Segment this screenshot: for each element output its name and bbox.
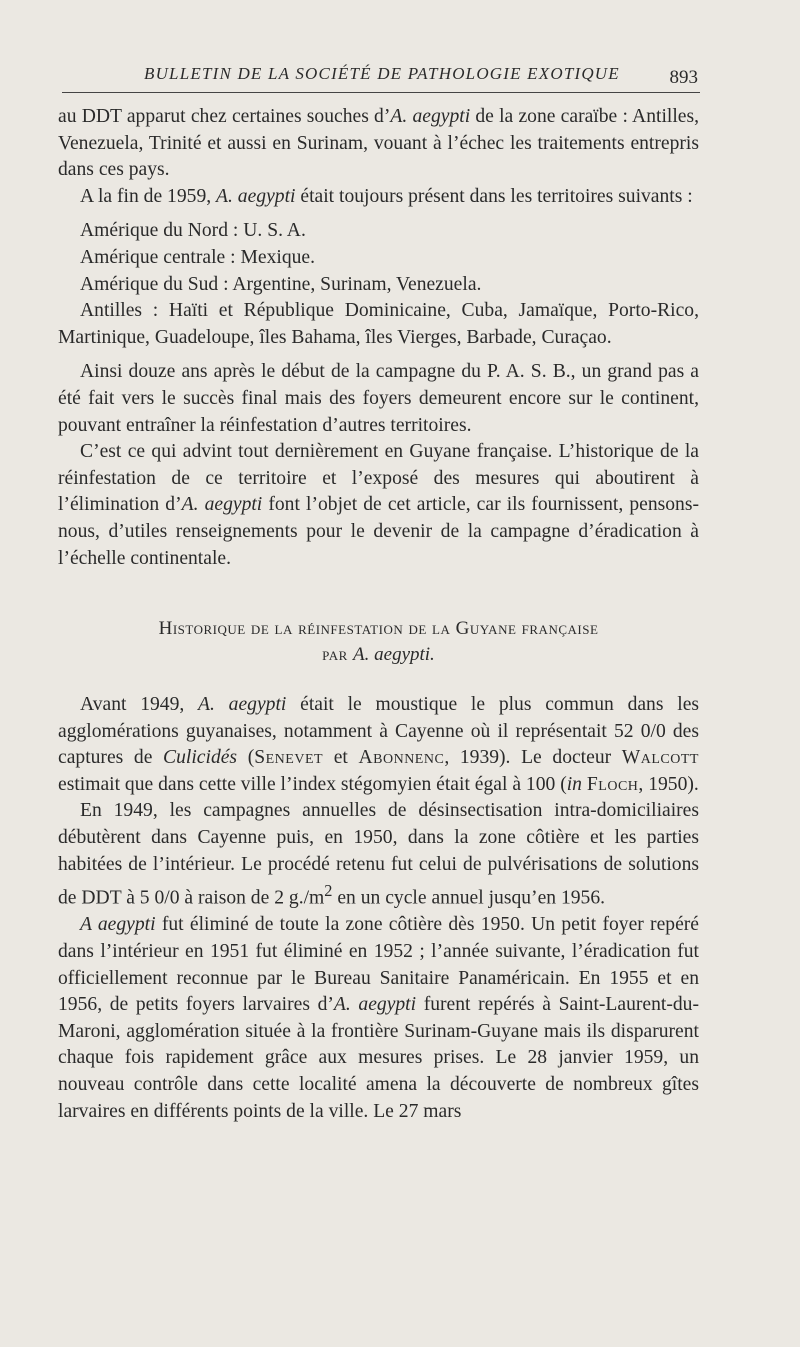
paragraph-1959-status: A la fin de 1959, A. aegypti était toujours présent dans les territoires suivants :	[80, 185, 693, 207]
section-heading-line2: par A. aegypti.	[322, 644, 435, 666]
running-title: BULLETIN DE LA SOCIÉTÉ DE PATHOLOGIE EXOTIQUE	[144, 64, 620, 83]
list-item-south-america: Amérique du Sud : Argentine, Surinam, Venezuela.	[80, 273, 482, 295]
list-item-north-america: Amérique du Nord : U. S. A.	[80, 220, 306, 242]
list-item-antilles: Antilles : Haïti et République Dominicaine, Cuba, Jamaïque, Porto-Rico, Martinique, Guadeloupe, îles Bahama, îles Vierges, Barbade, Curaçao.	[58, 300, 699, 348]
article-body	[58, 104, 699, 1125]
paragraph-elimination: A aegypti fut éliminé de toute la zone côtière dès 1950. Un petit foyer repéré dans l’intérieur en 1951 fut éliminé en 1952 ; l’année suivante, l’éradication fut officiellement reconnue par le Bureau Sanitaire Panaméricain. En 1955 et en 1956, de petits foyers larvaires d’A. aegypti furent repérés à Saint-Laurent-du-Maroni, agglomération située à la frontière Surinam-Guyane mais ils disparurent chaque fois rapidement grâce aux mesures prises. Le 28 janvier 1959, un nouveau contrôle dans cette localité amena la découverte de nombreux gîtes larvaires en différents points de la ville. Le 27 mars	[58, 914, 699, 1122]
paragraph-1949-campaigns: En 1949, les campagnes annuelles de désinsectisation intra-domiciliaires débutèrent dans Cayenne puis, en 1950, dans la zone côtière et les parties habitées de l’intérieur. Le procédé retenu fut celui de pulvérisations de solutions de DDT à 5 0/0 à raison de 2 $g./m^2$ en un cycle annuel jusqu’en 1956.	[58, 800, 699, 909]
section-heading	[58, 616, 699, 668]
paragraph-guyane: C’est ce qui advint tout dernièrement en Guyane française. L’historique de la réinfestation de ce territoire et l’exposé des mesures qui aboutirent à l’élimination d’A. aegypti font l’objet de cet article, car ils fournissent, pensons-nous, d’utiles renseignements pour le devenir de la campagne d’éradication à l’échelle continentale.	[58, 441, 700, 569]
paragraph-continuation: au DDT apparut chez certaines souches d’A. aegypti de la zone caraïbe : Antilles, Venezuela, Trinité et aussi en Surinam, vouant à l’échec les traitements entrepris dans ces pays.	[58, 106, 699, 181]
section-heading-line1: Historique de la réinfestation de la Guyane française	[158, 618, 599, 640]
page-number: 893	[669, 67, 698, 88]
paragraph-before-1949: Avant 1949, A. aegypti était le moustique le plus commun dans les agglomérations guyanaises, notamment à Cayenne où il représentait 52 0/0 des captures de Culicidés (Senevet et Abonnenc, 1939). Le docteur Walcott estimait que dans cette ville l’index stégomyien était égal à 100 (in Floch, 1950).	[58, 694, 700, 795]
running-header	[62, 62, 700, 93]
paragraph-twelve-years: Ainsi douze ans après le début de la campagne du P. A. S. B., un grand pas a été fait vers le succès final mais des foyers demeurent encore sur le continent, pouvant entraîner la réinfestation d’autres territoires.	[58, 361, 699, 436]
list-item-central-america: Amérique centrale : Mexique.	[80, 246, 316, 268]
